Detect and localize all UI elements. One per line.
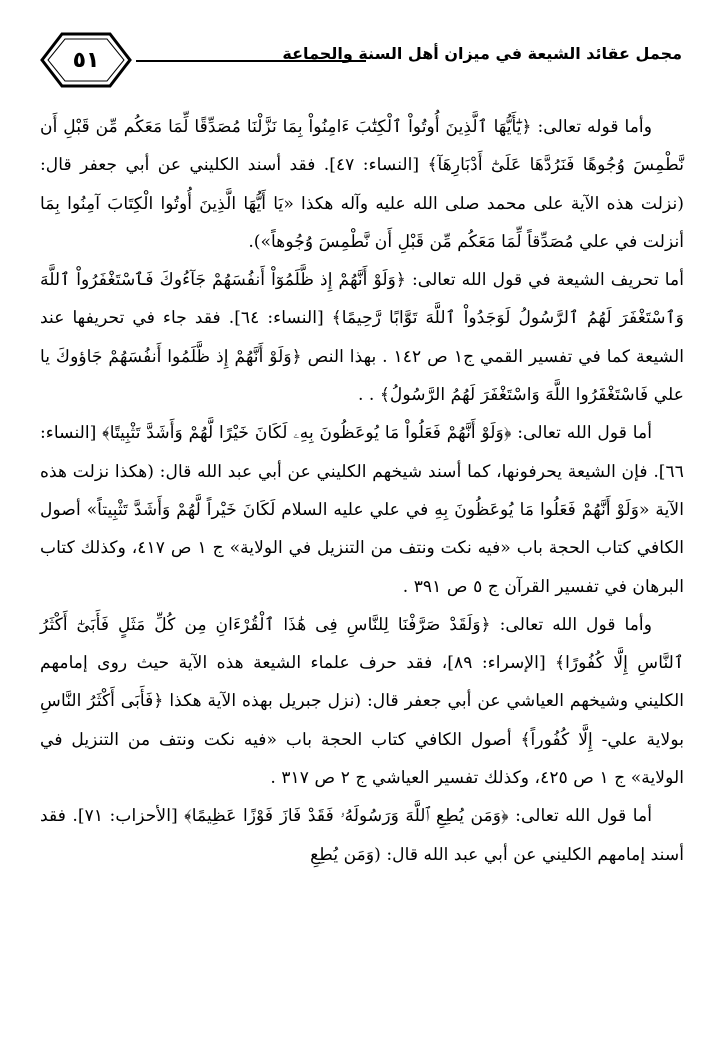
paragraph-ahzab-71: أما قول الله تعالى: ﴿وَمَن يُطِعِ ٱللَّهَ وَرَسُولَهُۥ فَقَدْ فَازَ فَوْزًا عَظِيمًا﴾ [الأحزاب: ٧١]. فقد أسند إمامهم الكليني عن أبي عبد الله قال: (وَمَن يُطِعِ: [40, 806, 684, 865]
paragraph-nisa-47: وأما قوله تعالى: ﴿يَٰٓأَيُّهَا ٱلَّذِينَ أُوتُواْ ٱلْكِتَٰبَ ءَامِنُواْ بِمَا نَزَّلْنَا مُصَدِّقًا لِّمَا مَعَكُم مِّن قَبْلِ أَن نَّطْمِسَ وُجُوهًا فَنَرُدَّهَا عَلَىٰٓ أَدْبَارِهَآ﴾ [النساء: ٤٧]. فقد أسند الكليني عن أبي جعفر قال: (نزلت هذه الآية على محمد صلى الله عليه وآله هكذا «يَا أَيُّهَا الَّذِينَ أُوتُوا الْكِتَابَ آمِنُوا بِمَا أنزلت في علي مُصَدِّقاً لِّمَا مَعَكُم مِّن قَبْلِ أَن نَّطْمِسَ وُجُوهاً»).: [40, 117, 684, 252]
paragraph-nisa-66: أما قول الله تعالى: ﴿وَلَوْ أَنَّهُمْ فَعَلُواْ مَا يُوعَظُونَ بِهِۦ لَكَانَ خَيْرًا لَّهُمْ وَأَشَدَّ تَثْبِيتًا﴾ [النساء: ٦٦]. فإن الشيعة يحرفونها، كما أسند شيخهم الكليني عن أبي عبد الله قال: (هكذا نزلت هذه الآية «وَلَوْ أَنَّهُمْ فَعَلُوا مَا يُوعَظُونَ بِهِ في علي عليه السلام لَكَانَ خَيْراً لَّهُمْ وَأَشَدَّ تَثْبِيتاً» أصول الكافي كتاب الحجة باب «فيه نكت ونتف من التنزيل في الولاية» ج ١ ص ٤١٧، وكذلك كتاب البرهان في تفسير القرآن ج ٥ ص ٣٩١ .: [40, 423, 684, 597]
paragraph-isra-89: وأما قول الله تعالى: ﴿وَلَقَدْ صَرَّفْنَا لِلنَّاسِ فِى هَٰذَا ٱلْقُرْءَانِ مِن كُلِّ مَثَلٍ فَأَبَىٰٓ أَكْثَرُ ٱلنَّاسِ إِلَّا كُفُورًا﴾ [الإسراء: ٨٩]، فقد حرف علماء الشيعة هذه الآية حيث روى إمامهم الكليني وشيخهم العياشي عن أبي جعفر قال: (نزل جبريل بهذه الآية هكذا ﴿فَأَبَى أَكْثَرُ النَّاسِ بولاية علي- إِلَّا كُفُوراً﴾ أصول الكافي كتاب الحجة باب «فيه نكت ونتف من التنزيل في الولاية» ج ١ ص ٤٢٥، وكذلك تفسير العياشي ج ٢ ص ٣١٧ .: [40, 614, 684, 789]
running-title: مجمل عقائد الشيعة في ميزان أهل السنة والجماعة: [282, 44, 682, 63]
paragraph-nisa-64: أما تحريف الشيعة في قول الله تعالى: ﴿وَلَوْ أَنَّهُمْ إِذ ظَّلَمُوٓاْ أَنفُسَهُمْ جَآءُوكَ فَٱسْتَغْفَرُواْ ٱللَّهَ وَٱسْتَغْفَرَ لَهُمُ ٱلرَّسُولُ لَوَجَدُواْ ٱللَّهَ تَوَّابًا رَّحِيمًا﴾ [النساء: ٦٤]. فقد جاء في تحريفها عند الشيعة كما في تفسير القمي ج١ ص ١٤٢ . بهذا النص ﴿وَلَوْ أَنَّهُمْ إِذ ظَّلَمُوا أَنفُسَهُمْ جَاؤوكَ يا علي فَاسْتَغْفَرُوا اللَّهَ وَاسْتَغْفَرَ لَهُمُ الرَّسُولُ﴾ . .: [40, 270, 685, 406]
page-number-badge: [40, 32, 132, 88]
body-text: [40, 108, 684, 874]
page-number: ٥١: [72, 47, 100, 73]
page-header: [40, 28, 682, 94]
